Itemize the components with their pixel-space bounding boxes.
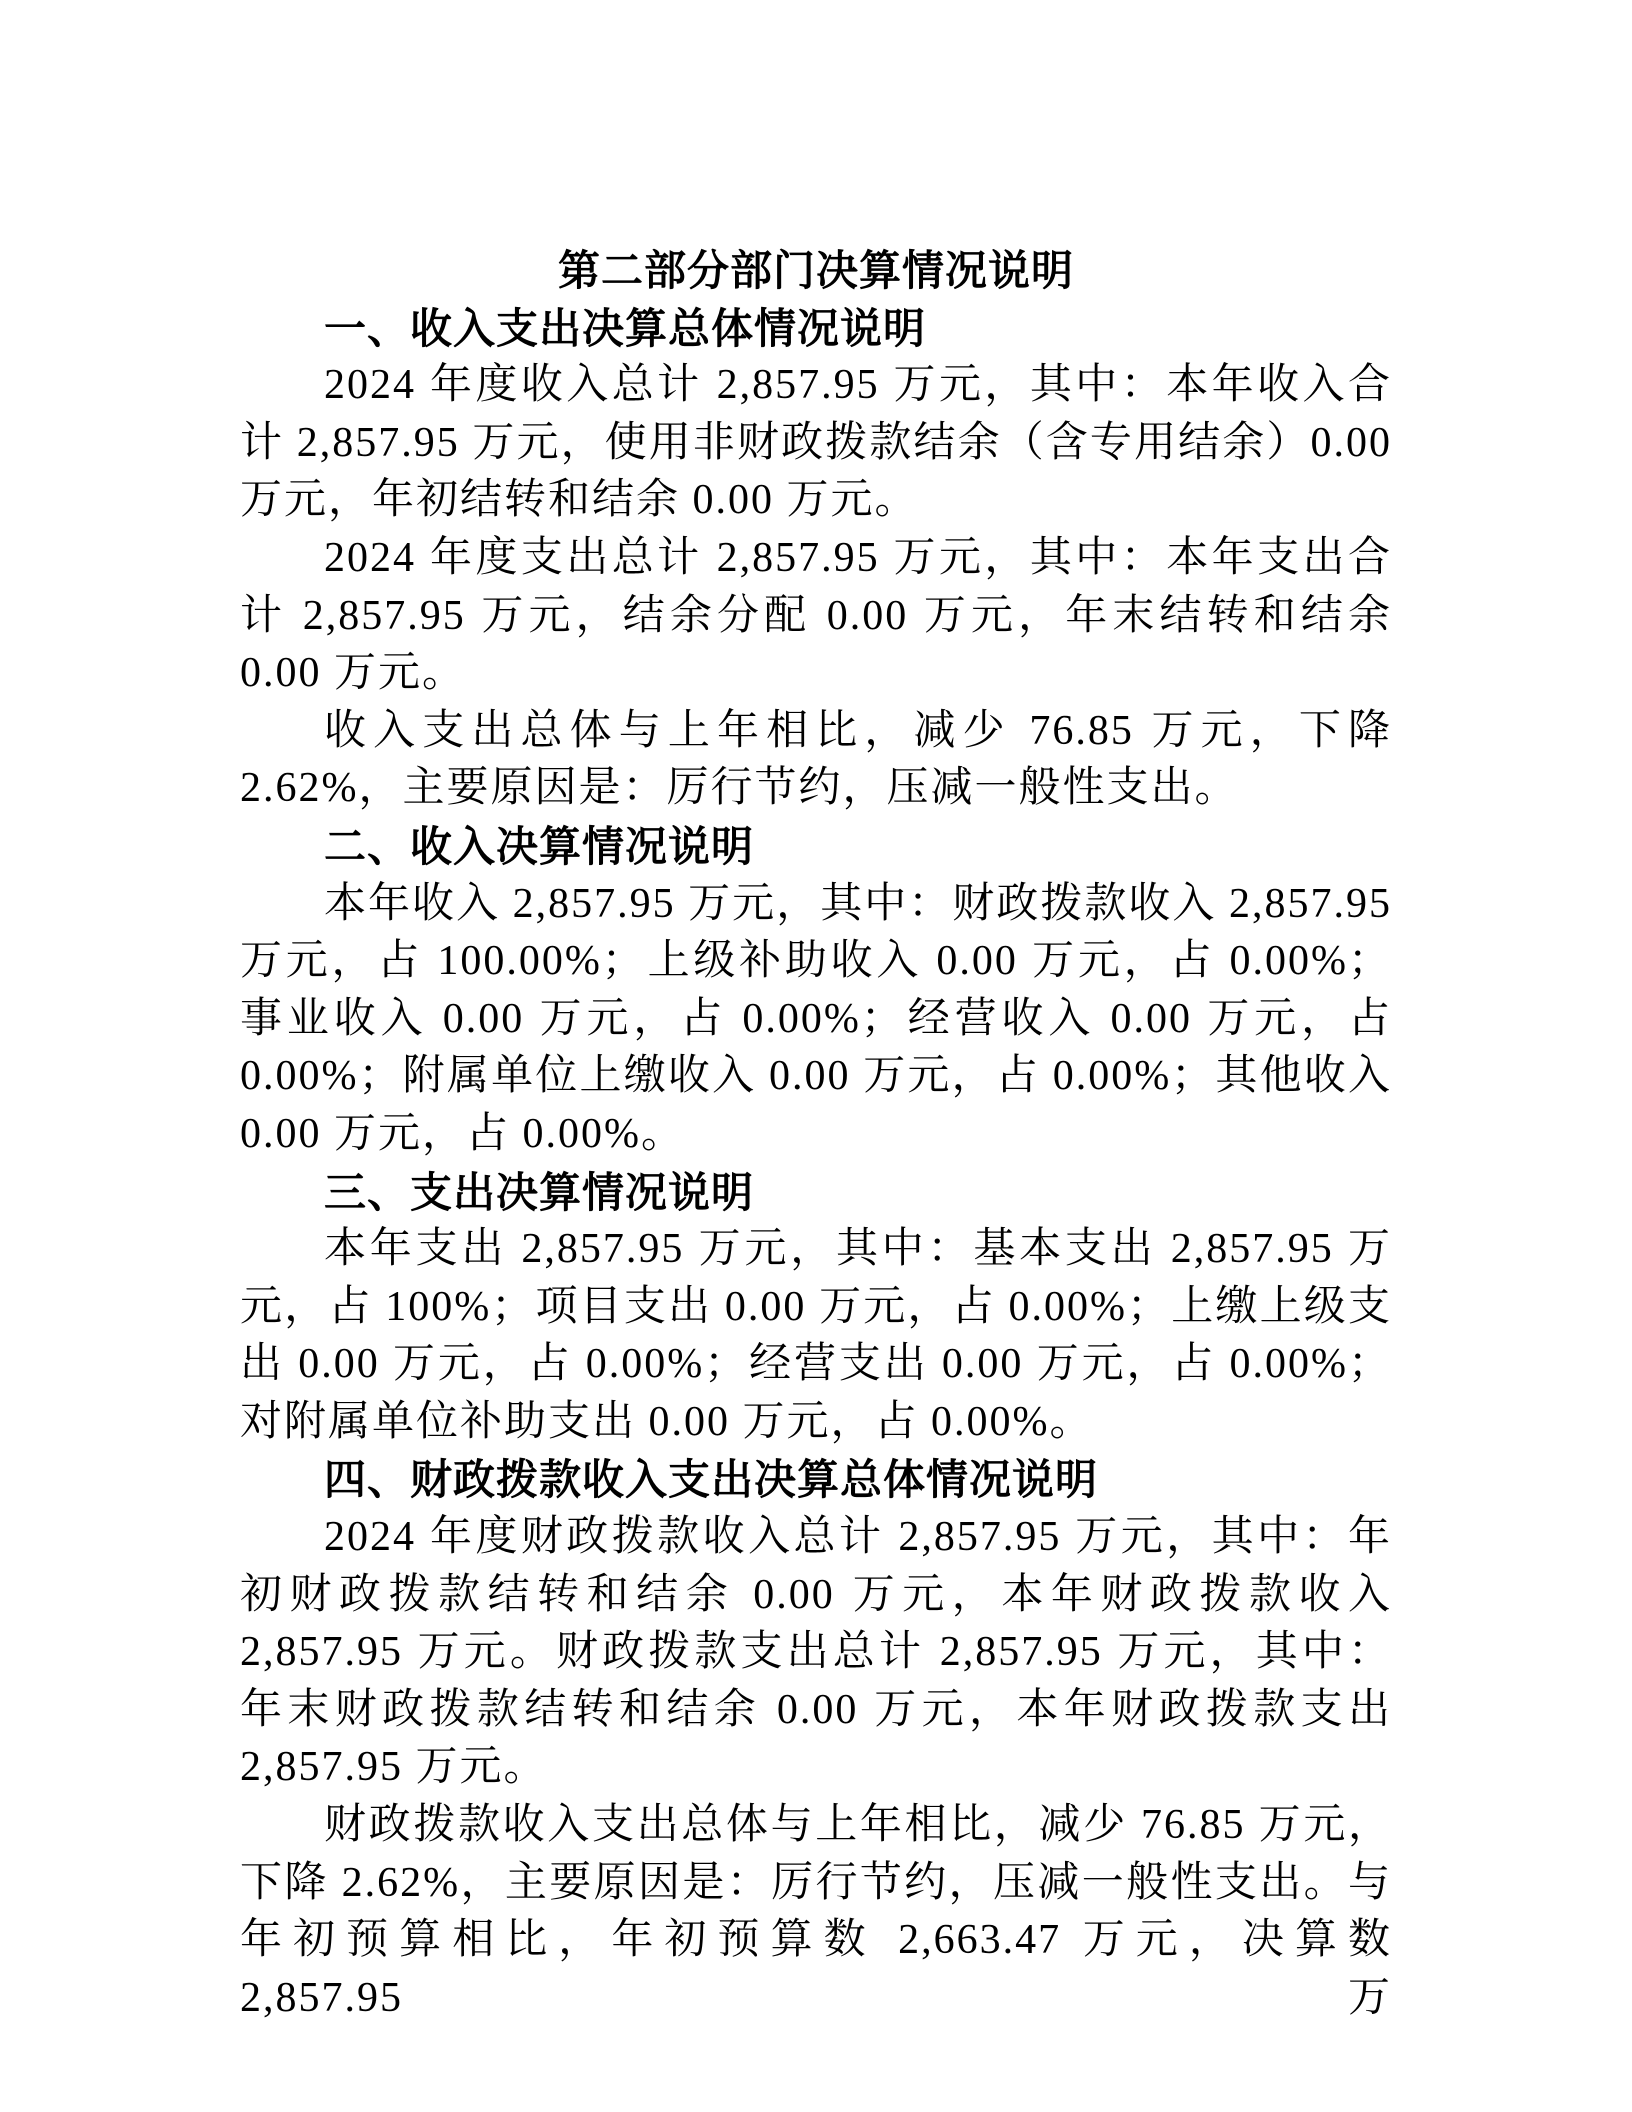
document-title: 第二部分部门决算情况说明 <box>557 247 1074 294</box>
section-income-details <box>240 818 1392 1164</box>
section-expenditure-details <box>240 1164 1392 1452</box>
section-1-paragraph-1: 2024 年度收入总计 2,857.95 万元，其中：本年收入合计 2,857.95 万元，使用非财政拨款结余（含专用结余）0.00 万元，年初结转和结余 0.00 万元。 <box>240 362 1392 524</box>
section-fiscal-appropriation-overview <box>240 1451 1392 2027</box>
section-4-heading: 四、财政拨款收入支出决算总体情况说明 <box>324 1456 1099 1504</box>
section-1-paragraph-3: 收入支出总体与上年相比，减少 76.85 万元，下降 2.62%，主要原因是：厉行节约，压减一般性支出。 <box>240 707 1392 812</box>
section-2-heading: 二、收入决算情况说明 <box>324 822 755 870</box>
section-3-heading: 三、支出决算情况说明 <box>324 1168 755 1216</box>
section-3-paragraph-1: 本年支出 2,857.95 万元，其中：基本支出 2,857.95 万元，占 100%；项目支出 0.00 万元，占 0.00%；上缴上级支出 0.00 万元，占 0.00%；经营支出 0.00 万元，占 0.00%；对附属单位补助支出 0.00 万元，占 0.00%。 <box>240 1226 1392 1445</box>
section-2-paragraph-1: 本年收入 2,857.95 万元，其中：财政拨款收入 2,857.95 万元，占 100.00%；上级补助收入 0.00 万元，占 0.00%；事业收入 0.00 万元，占 0.00%；经营收入 0.00 万元，占 0.00%；附属单位上缴收入 0.00 万元，占 0.00%；其他收入 0.00 万元，占 0.00%。 <box>240 880 1392 1157</box>
section-1-heading: 一、收入支出决算总体情况说明 <box>324 304 927 352</box>
section-4-paragraph-2: 财政拨款收入支出总体与上年相比，减少 76.85 万元，下降 2.62%，主要原因是：厉行节约，压减一般性支出。与年初预算相比，年初预算数 2,663.47 万元，决算数 2,857.95 万 <box>240 1802 1392 2021</box>
section-income-expenditure-overview <box>240 300 1392 818</box>
section-1-paragraph-2: 2024 年度支出总计 2,857.95 万元，其中：本年支出合计 2,857.95 万元，结余分配 0.00 万元，年末结转和结余 0.00 万元。 <box>240 534 1392 697</box>
section-4-paragraph-1: 2024 年度财政拨款收入总计 2,857.95 万元，其中：年初财政拨款结转和结余 0.00 万元，本年财政拨款收入 2,857.95 万元。财政拨款支出总计 2,857.95 万元，其中：年末财政拨款结转和结余 0.00 万元，本年财政拨款支出 2,857.95 万元。 <box>240 1514 1392 1791</box>
